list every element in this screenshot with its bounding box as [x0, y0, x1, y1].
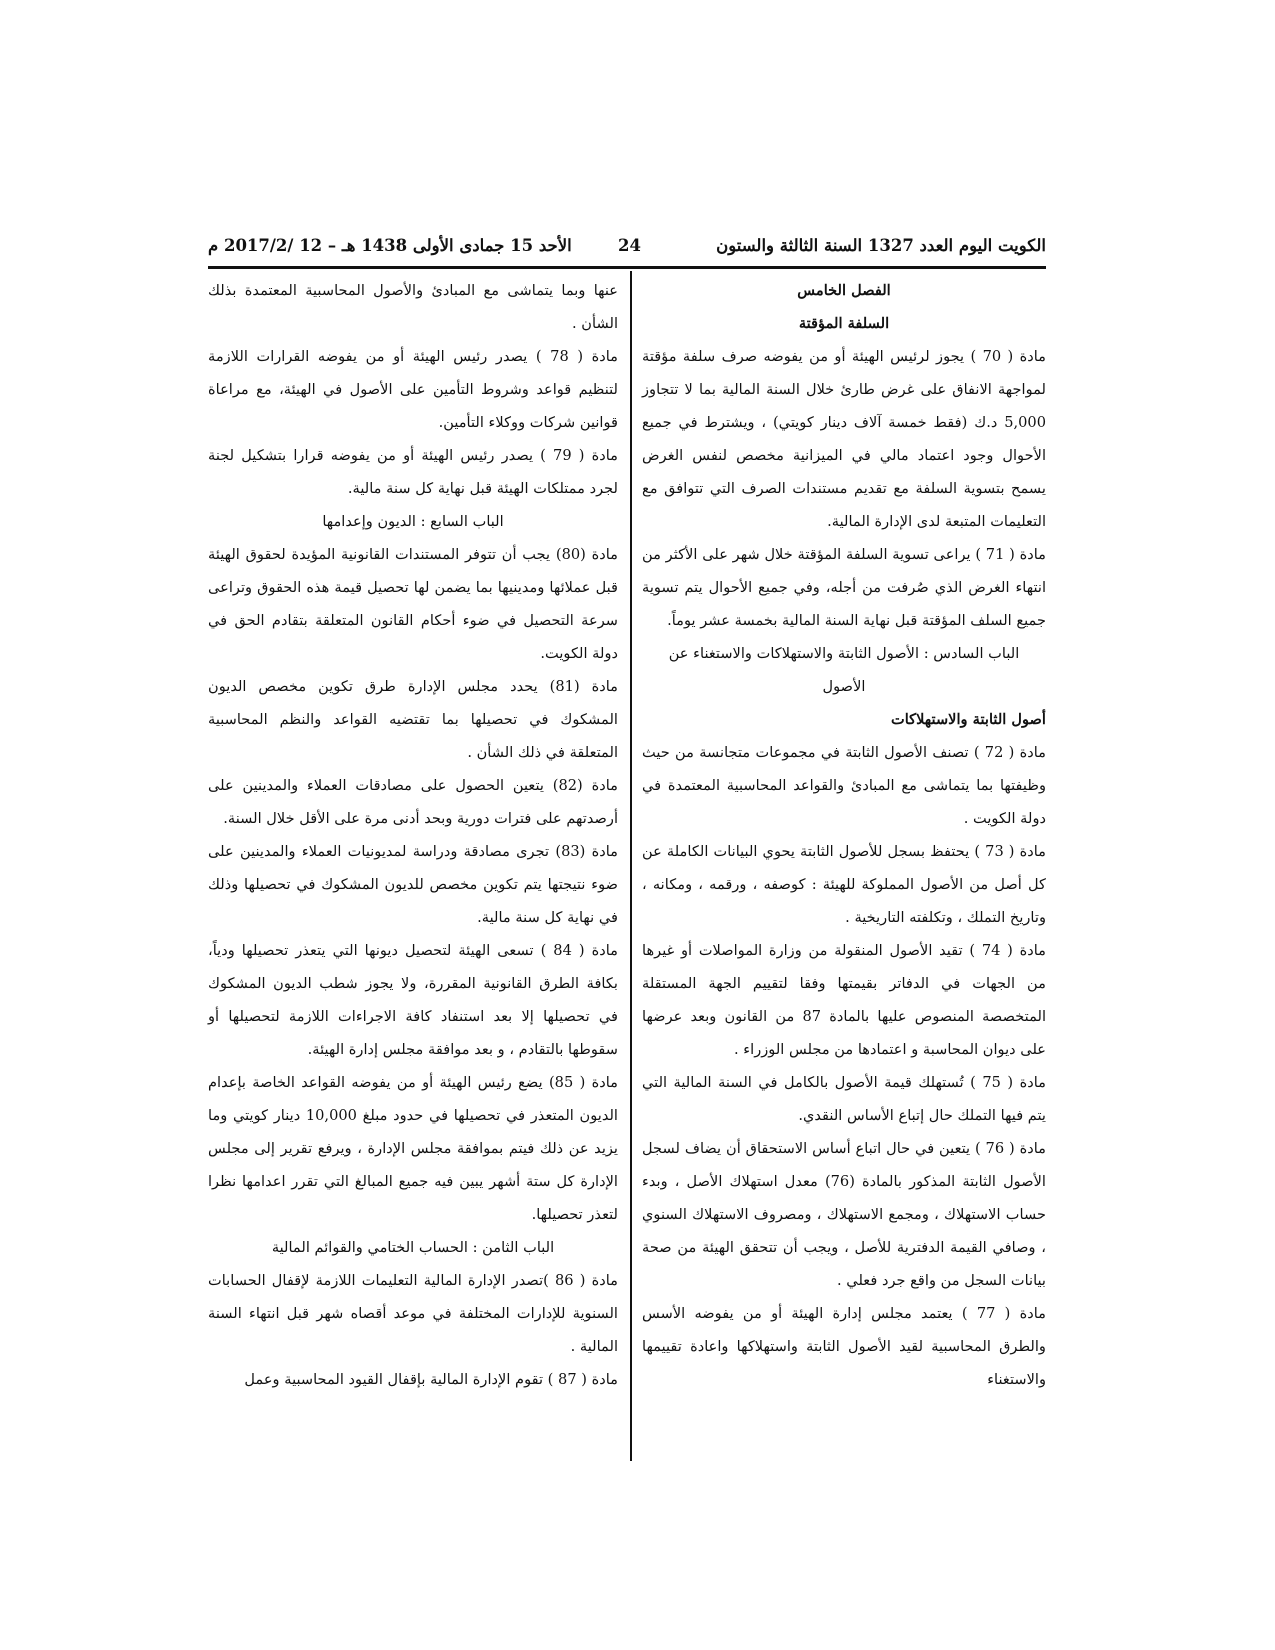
article-85: مادة ( 85) يضع رئيس الهيئة أو من يفوضه القواعد الخاصة بإعدام الديون المتعذر في تحصيلها في حدود مبلغ 10,000 دينار كويتي وما يزيد عن ذلك فيتم بموافقة مجلس الإدارة ، ويرفع تقرير إلى مجلس الإدارة كل ستة أشهر يبين فيه جميع المبالغ التي تقرر اعدامها نظرا لتعذر تحصيلها. — [208, 1074, 618, 1223]
header-rule — [208, 266, 1046, 269]
article-78: مادة ( 78 ) يصدر رئيس الهيئة أو من يفوضه القرارات اللازمة لتنظيم قواعد وشروط التأمين على الأصول في الهيئة، مع مراعاة قوانين شركات ووكلاء التأمين. — [208, 348, 618, 431]
article-80: مادة (80) يجب أن تتوفر المستندات القانونية المؤيدة لحقوق الهيئة قبل عملائها ومدينيها بما يضمن لها تحصيل قيمة هذه الحقوق وتراعى سرعة التحصيل في ضوء أحكام القانون المتعلقة بتقادم الحق في دولة الكويت. — [208, 546, 618, 662]
article-76: مادة ( 76 ) يتعين في حال اتباع أساس الاستحقاق أن يضاف لسجل الأصول الثابتة المذكور بالمادة (76) معدل استهلاك الأصل ، وبدء حساب الاستهلاك ، ومجمع الاستهلاك ، ومصروف الاستهلاك السنوي ، وصافي القيمة الدفترية للأصل ، ويجب أن تتحقق الهيئة من صحة بيانات السجل من واقع جرد فعلي . — [642, 1140, 1046, 1289]
article-77-continued: عنها وبما يتماشى مع المبادئ والأصول المحاسبية المعتمدة بذلك الشأن . — [208, 282, 618, 332]
article-84: مادة ( 84 ) تسعى الهيئة لتحصيل ديونها التي يتعذر تحصيلها ودياً، بكافة الطرق القانونية المقررة، ولا يجوز شطب الديون المشكوك في تحصيلها إلا بعد استنفاد كافة الاجراءات اللازمة لتحصيلها أو سقوطها بالتقادم ، و بعد موافقة مجلس إدارة الهيئة. — [208, 942, 618, 1058]
article-79: مادة ( 79 ) يصدر رئيس الهيئة أو من يفوضه قرارا بتشكيل لجنة لجرد ممتلكات الهيئة قبل نهاية كل سنة مالية. — [208, 447, 618, 497]
page-header — [208, 236, 1046, 262]
right-column — [642, 274, 1046, 1396]
article-81: مادة (81) يحدد مجلس الإدارة طرق تكوين مخصص الديون المشكوك في تحصيلها بما تقتضيه القواعد والنظم المحاسبية المتعلقة في ذلك الشأن . — [208, 678, 618, 761]
chapter-title: الفصل الخامس — [797, 282, 891, 299]
part8-title: الباب الثامن : الحساب الختامي والقوائم المالية — [271, 1239, 555, 1256]
article-73: مادة ( 73 ) يحتفظ بسجل للأصول الثابتة يحوي البيانات الكاملة عن كل أصل من الأصول المملوكة للهيئة : كوصفه ، ورقمه ، ومكانه ، وتاريخ التملك ، وتكلفته التاريخية . — [642, 843, 1046, 926]
page-number: 24 — [618, 236, 641, 255]
article-87: مادة ( 87 ) تقوم الإدارة المالية بإقفال القيود المحاسبية وعمل — [244, 1371, 618, 1388]
article-77: مادة ( 77 ) يعتمد مجلس إدارة الهيئة أو من يفوضه الأسس والطرق المحاسبية لقيد الأصول الثابتة واستهلاكها واعادة تقييمها والاستغناء — [642, 1305, 1046, 1388]
article-71: مادة ( 71 ) يراعى تسوية السلفة المؤقتة خلال شهر على الأكثر من انتهاء الغرض الذي صُرفت من أجله، وفي جميع الأحوال يتم تسوية جميع السلف المؤقتة قبل نهاية السنة المالية بخمسة عشر يوماً. — [642, 546, 1046, 629]
article-70: مادة ( 70 ) يجوز لرئيس الهيئة أو من يفوضه صرف سلفة مؤقتة لمواجهة الانفاق على غرض طارئ خلال السنة المالية بما لا تتجاوز 5,000 د.ك (فقط خمسة آلاف دينار كويتي) ، ويشترط في جميع الأحوال وجود اعتماد مالي في الميزانية مخصص لنفس الغرض يسمح بتسوية السلفة مع تقديم مستندات الصرف التي تتوافق مع التعليمات المتبعة لدى الإدارة المالية. — [642, 348, 1046, 530]
article-86: مادة ( 86 )تصدر الإدارة المالية التعليمات اللازمة لإقفال الحسابات السنوية للإدارات المختلفة في موعد أقصاه شهر قبل انتهاء السنة المالية . — [208, 1272, 618, 1355]
chapter-subtitle: السلفة المؤقتة — [798, 315, 890, 332]
part6-title: الباب السادس : الأصول الثابتة والاستهلاكات والاستغناء عن — [668, 645, 1020, 662]
article-75: مادة ( 75 ) تُستهلك قيمة الأصول بالكامل في السنة المالية التي يتم فيها التملك حال إتباع الأساس النقدي. — [642, 1074, 1047, 1124]
article-72: مادة ( 72 ) تصنف الأصول الثابتة في مجموعات متجانسة من حيث وظيفتها بما يتماشى مع المبادئ والقواعد المحاسبية المعتمدة في دولة الكويت . — [642, 744, 1046, 827]
issue-date: الأحد 15 جمادى الأولى 1438 هـ – 12 /2017/2 م — [208, 236, 572, 255]
column-divider — [630, 271, 632, 1461]
article-82: مادة (82) يتعين الحصول على مصادقات العملاء والمدينين على أرصدتهم على فترات دورية وبحد أدنى مرة على الأقل خلال السنة. — [208, 777, 618, 827]
section-title: أصول الثابتة والاستهلاكات — [890, 711, 1046, 728]
article-83: مادة (83) تجرى مصادقة ودراسة لمديونيات العملاء والمدينين على ضوء نتيجتها يتم تكوين مخصص للديون المشكوك في تحصيلها وذلك في نهاية كل سنة مالية. — [208, 843, 619, 926]
part6-title-cont: الأصول — [822, 678, 866, 695]
left-column — [208, 274, 618, 1396]
article-74: مادة ( 74 ) تقيد الأصول المنقولة من وزارة المواصلات أو غيرها من الجهات في الدفاتر بقيمتها وفقا لتقييم الجهة المستقلة المتخصصة المنصوص عليها بالمادة 87 من القانون وبعد عرضها على ديوان المحاسبة و اعتمادها من مجلس الوزراء . — [642, 942, 1047, 1058]
part7-title: الباب السابع : الديون وإعدامها — [322, 513, 504, 530]
publication-title: الكويت اليوم العدد 1327 السنة الثالثة والستون — [716, 236, 1046, 255]
